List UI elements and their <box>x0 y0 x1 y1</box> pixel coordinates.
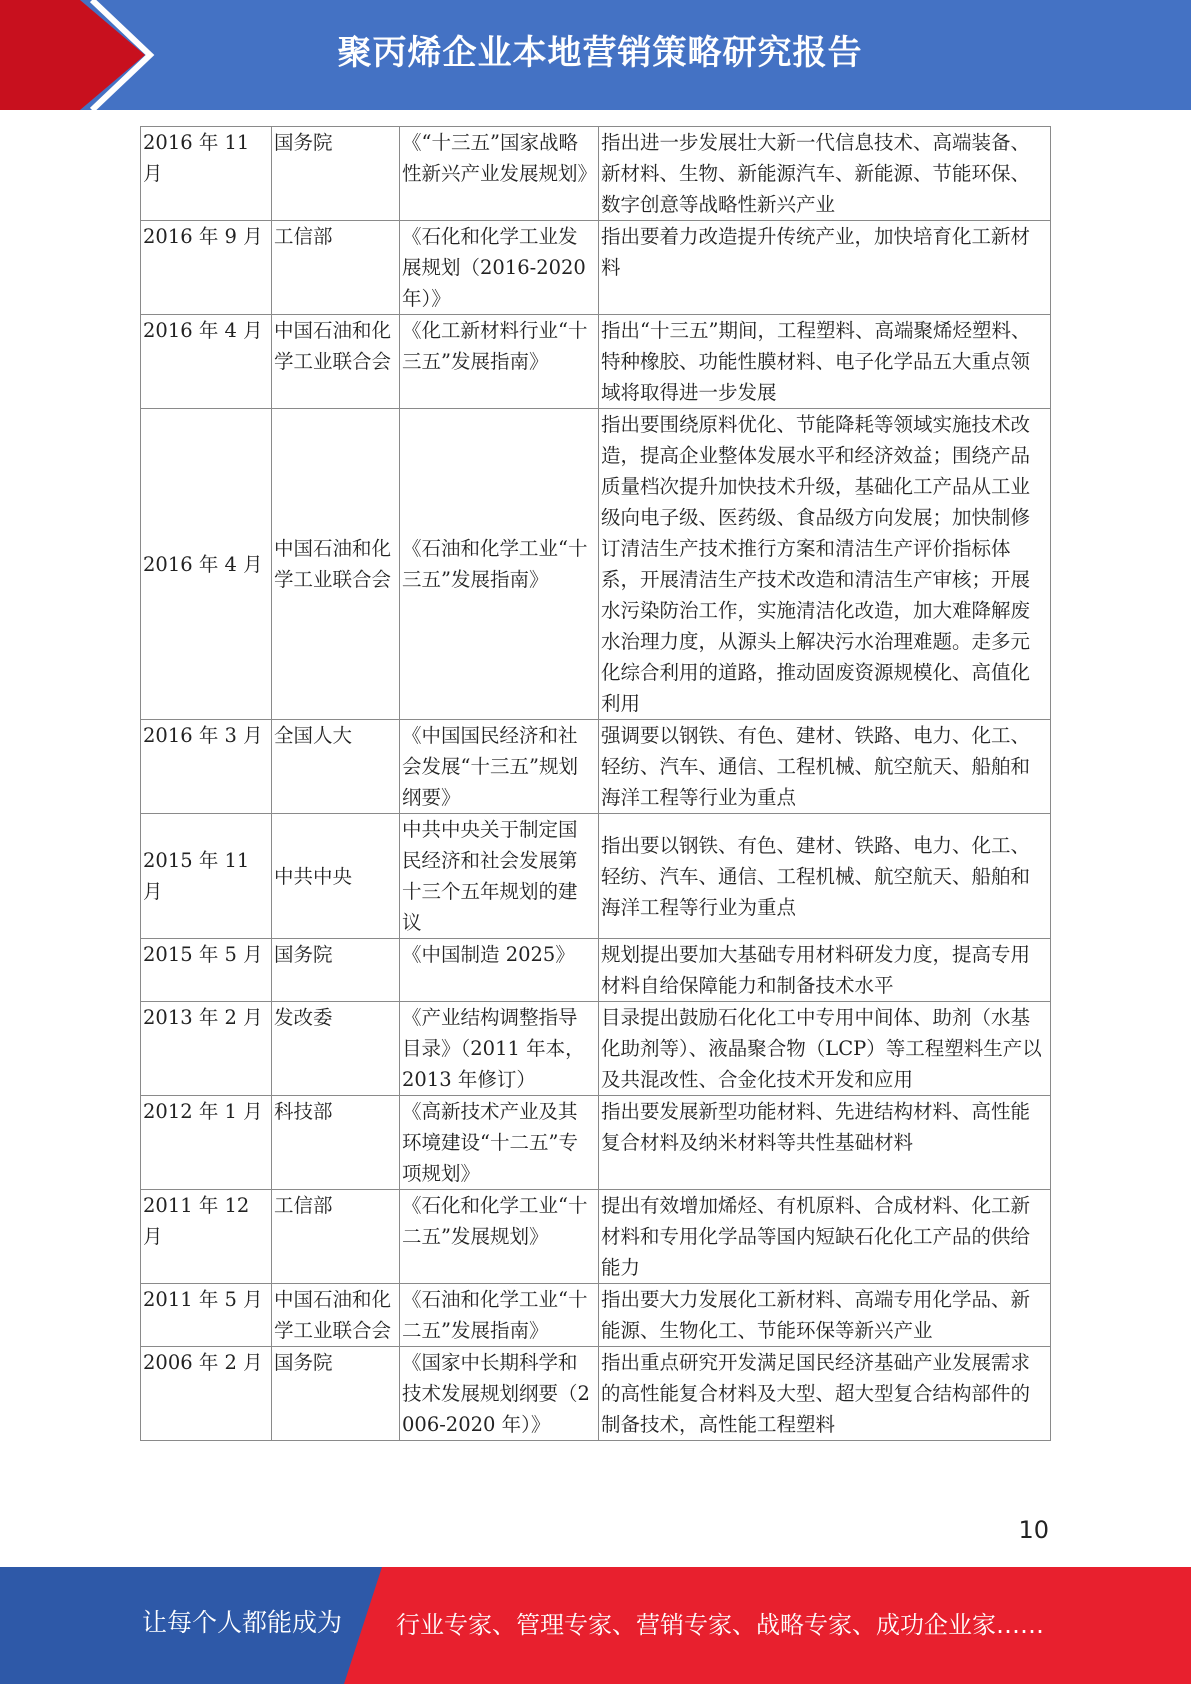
date-cell: 2015 年 11 月 <box>141 814 272 939</box>
org-cell: 国务院 <box>272 1347 400 1441</box>
content-cell: 指出“十三五”期间，工程塑料、高端聚烯烃塑料、特种橡胶、功能性膜材料、电子化学品五大重点领域将取得进一步发展 <box>599 315 1051 409</box>
date-cell: 2012 年 1 月 <box>141 1096 272 1190</box>
date-cell: 2011 年 12 月 <box>141 1190 272 1284</box>
page-footer <box>0 1567 1191 1684</box>
page-number: 10 <box>1018 1516 1049 1544</box>
document-cell: 《化工新材料行业“十三五”发展指南》 <box>400 315 599 409</box>
table-row <box>141 1096 1051 1190</box>
table-row <box>141 315 1051 409</box>
org-cell: 发改委 <box>272 1002 400 1096</box>
content-cell: 规划提出要加大基础专用材料研发力度，提高专用材料自给保障能力和制备技术水平 <box>599 939 1051 1002</box>
org-cell: 中国石油和化学工业联合会 <box>272 409 400 720</box>
date-cell: 2016 年 11 月 <box>141 127 272 221</box>
content-cell: 指出要发展新型功能材料、先进结构材料、高性能复合材料及纳米材料等共性基础材料 <box>599 1096 1051 1190</box>
document-cell: 《石油和化学工业“十二五”发展指南》 <box>400 1284 599 1347</box>
date-cell: 2015 年 5 月 <box>141 939 272 1002</box>
org-cell: 中共中央 <box>272 814 400 939</box>
org-cell: 科技部 <box>272 1096 400 1190</box>
table-row <box>141 720 1051 814</box>
content-cell: 目录提出鼓励石化化工中专用中间体、助剂（水基化助剂等）、液晶聚合物（LCP）等工程塑料生产以及共混改性、合金化技术开发和应用 <box>599 1002 1051 1096</box>
org-cell: 工信部 <box>272 1190 400 1284</box>
org-cell: 工信部 <box>272 221 400 315</box>
content-cell: 指出重点研究开发满足国民经济基础产业发展需求的高性能复合材料及大型、超大型复合结构部件的制备技术，高性能工程塑料 <box>599 1347 1051 1441</box>
document-cell: 《石化和化学工业“十二五”发展规划》 <box>400 1190 599 1284</box>
table-row <box>141 409 1051 720</box>
table-row <box>141 1190 1051 1284</box>
org-cell: 国务院 <box>272 127 400 221</box>
table-row <box>141 1002 1051 1096</box>
document-cell: 《国家中长期科学和技术发展规划纲要（2006-2020 年）》 <box>400 1347 599 1441</box>
content-cell: 强调要以钢铁、有色、建材、铁路、电力、化工、轻纺、汽车、通信、工程机械、航空航天、船舶和海洋工程等行业为重点 <box>599 720 1051 814</box>
date-cell: 2016 年 4 月 <box>141 315 272 409</box>
org-cell: 中国石油和化学工业联合会 <box>272 315 400 409</box>
document-cell: 《中国制造 2025》 <box>400 939 599 1002</box>
footer-slogan-left: 让每个人都能成为 <box>142 1608 343 1637</box>
document-cell: 《石油和化学工业“十三五”发展指南》 <box>400 409 599 720</box>
date-cell: 2016 年 3 月 <box>141 720 272 814</box>
table-row <box>141 127 1051 221</box>
date-cell: 2013 年 2 月 <box>141 1002 272 1096</box>
footer-slogan-right: 行业专家、管理专家、营销专家、战略专家、成功企业家…… <box>396 1611 1044 1639</box>
org-cell: 国务院 <box>272 939 400 1002</box>
table-row <box>141 814 1051 939</box>
content-cell: 提出有效增加烯烃、有机原料、合成材料、化工新材料和专用化学品等国内短缺石化化工产品的供给能力 <box>599 1190 1051 1284</box>
policy-table <box>140 126 1051 1441</box>
content-cell: 指出要围绕原料优化、节能降耗等领域实施技术改造，提高企业整体发展水平和经济效益；围绕产品质量档次提升加快技术升级，基础化工产品从工业级向电子级、医药级、食品级方向发展；加快制修订清洁生产技术推行方案和清洁生产评价指标体系，开展清洁生产技术改造和清洁生产审核；开展水污染防治工作，实施清洁化改造，加大难降解废水治理力度，从源头上解决污水治理难题。走多元化综合利用的道路，推动固废资源规模化、高值化利用 <box>599 409 1051 720</box>
page-header <box>0 0 1191 110</box>
policy-table-container <box>140 126 1050 1441</box>
document-cell: 《高新技术产业及其环境建设“十二五”专项规划》 <box>400 1096 599 1190</box>
document-cell: 《中国国民经济和社会发展“十三五”规划纲要》 <box>400 720 599 814</box>
content-cell: 指出要以钢铁、有色、建材、铁路、电力、化工、轻纺、汽车、通信、工程机械、航空航天、船舶和海洋工程等行业为重点 <box>599 814 1051 939</box>
document-cell: 《“十三五”国家战略性新兴产业发展规划》 <box>400 127 599 221</box>
date-cell: 2011 年 5 月 <box>141 1284 272 1347</box>
content-cell: 指出要着力改造提升传统产业，加快培育化工新材料 <box>599 221 1051 315</box>
table-row <box>141 221 1051 315</box>
document-cell: 《产业结构调整指导目录》（2011 年本，2013 年修订） <box>400 1002 599 1096</box>
content-cell: 指出进一步发展壮大新一代信息技术、高端装备、新材料、生物、新能源汽车、新能源、节能环保、数字创意等战略性新兴产业 <box>599 127 1051 221</box>
date-cell: 2016 年 9 月 <box>141 221 272 315</box>
document-cell: 《石化和化学工业发展规划（2016-2020 年）》 <box>400 221 599 315</box>
table-row <box>141 939 1051 1002</box>
date-cell: 2006 年 2 月 <box>141 1347 272 1441</box>
org-cell: 全国人大 <box>272 720 400 814</box>
table-row <box>141 1347 1051 1441</box>
report-title: 聚丙烯企业本地营销策略研究报告 <box>337 33 863 73</box>
date-cell: 2016 年 4 月 <box>141 409 272 720</box>
org-cell: 中国石油和化学工业联合会 <box>272 1284 400 1347</box>
table-row <box>141 1284 1051 1347</box>
content-cell: 指出要大力发展化工新材料、高端专用化学品、新能源、生物化工、节能环保等新兴产业 <box>599 1284 1051 1347</box>
document-cell: 中共中央关于制定国民经济和社会发展第十三个五年规划的建议 <box>400 814 599 939</box>
